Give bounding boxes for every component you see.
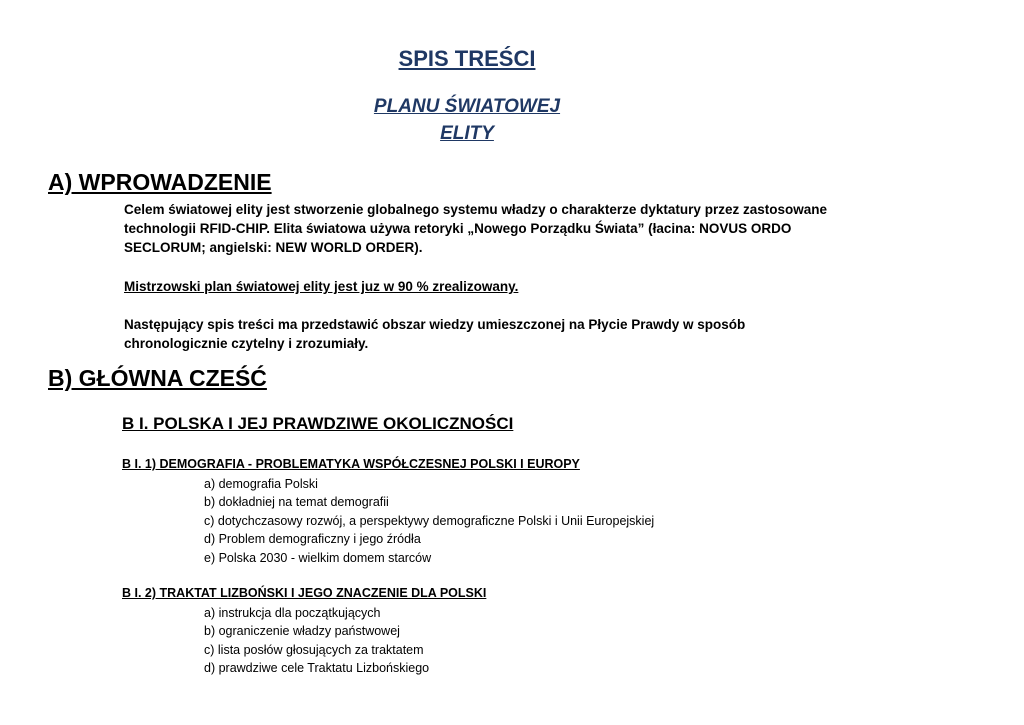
- list-item: e) Polska 2030 - wielkim domem starców: [204, 550, 432, 565]
- document-subtitle-line2: ELITY: [440, 123, 494, 144]
- list-item: c) dotychczasowy rozwój, a perspektywy demograficzne Polski i Unii Europejskiej: [204, 513, 655, 528]
- section-b-heading: B) GŁÓWNA CZEŚĆ: [48, 365, 267, 391]
- section-a-heading: A) WPROWADZENIE: [48, 169, 272, 195]
- list-item: b) dokładniej na temat demografii: [204, 495, 389, 510]
- subsection-item-list: [204, 604, 429, 678]
- intro-paragraph: Celem światowej elity jest stworzenie globalnego systemu władzy o charakterze dyktatury przez zastosowane technologii RFID-CHIP. Elita światowa używa retoryki „Nowego Porządku Świata” (łacina: NOVUS ORDO SECLORUM; angielski: NEW WORLD ORDER).: [124, 202, 827, 255]
- list-item: d) Problem demograficzny i jego źródła: [204, 532, 421, 547]
- list-item: a) instrukcja dla początkujących: [204, 606, 381, 620]
- list-item: c) lista posłów głosujących za traktatem: [204, 642, 424, 657]
- subsection-item-list: [204, 475, 654, 567]
- list-item: b) ograniczenie władzy państwowej: [204, 624, 400, 639]
- subsection-title: B I. 1) DEMOGRAFIA - PROBLEMATYKA WSPÓŁCZESNEJ POLSKI I EUROPY: [122, 457, 580, 471]
- document-subtitle-line1: PLANU ŚWIATOWEJ: [373, 96, 561, 117]
- list-item: d) prawdziwe cele Traktatu Lizbońskiego: [204, 661, 430, 676]
- list-item: a) demografia Polski: [204, 477, 318, 491]
- subsection-title: B I. 2) TRAKTAT LIZBOŃSKI I JEGO ZNACZENIE DLA POLSKI: [122, 586, 487, 600]
- document-title: SPIS TREŚCI: [398, 46, 536, 71]
- toc-purpose-paragraph: Następujący spis treści ma przedstawić obszar wiedzy umieszczonej na Płycie Prawdy w sposób chronologicznie czytelny i zrozumiały.: [124, 317, 746, 351]
- section-b1-heading: B I. POLSKA I JEJ PRAWDZIWE OKOLICZNOŚCI: [122, 414, 514, 433]
- plan-status-paragraph: Mistrzowski plan światowej elity jest juz w 90 % zrealizowany.: [124, 279, 519, 294]
